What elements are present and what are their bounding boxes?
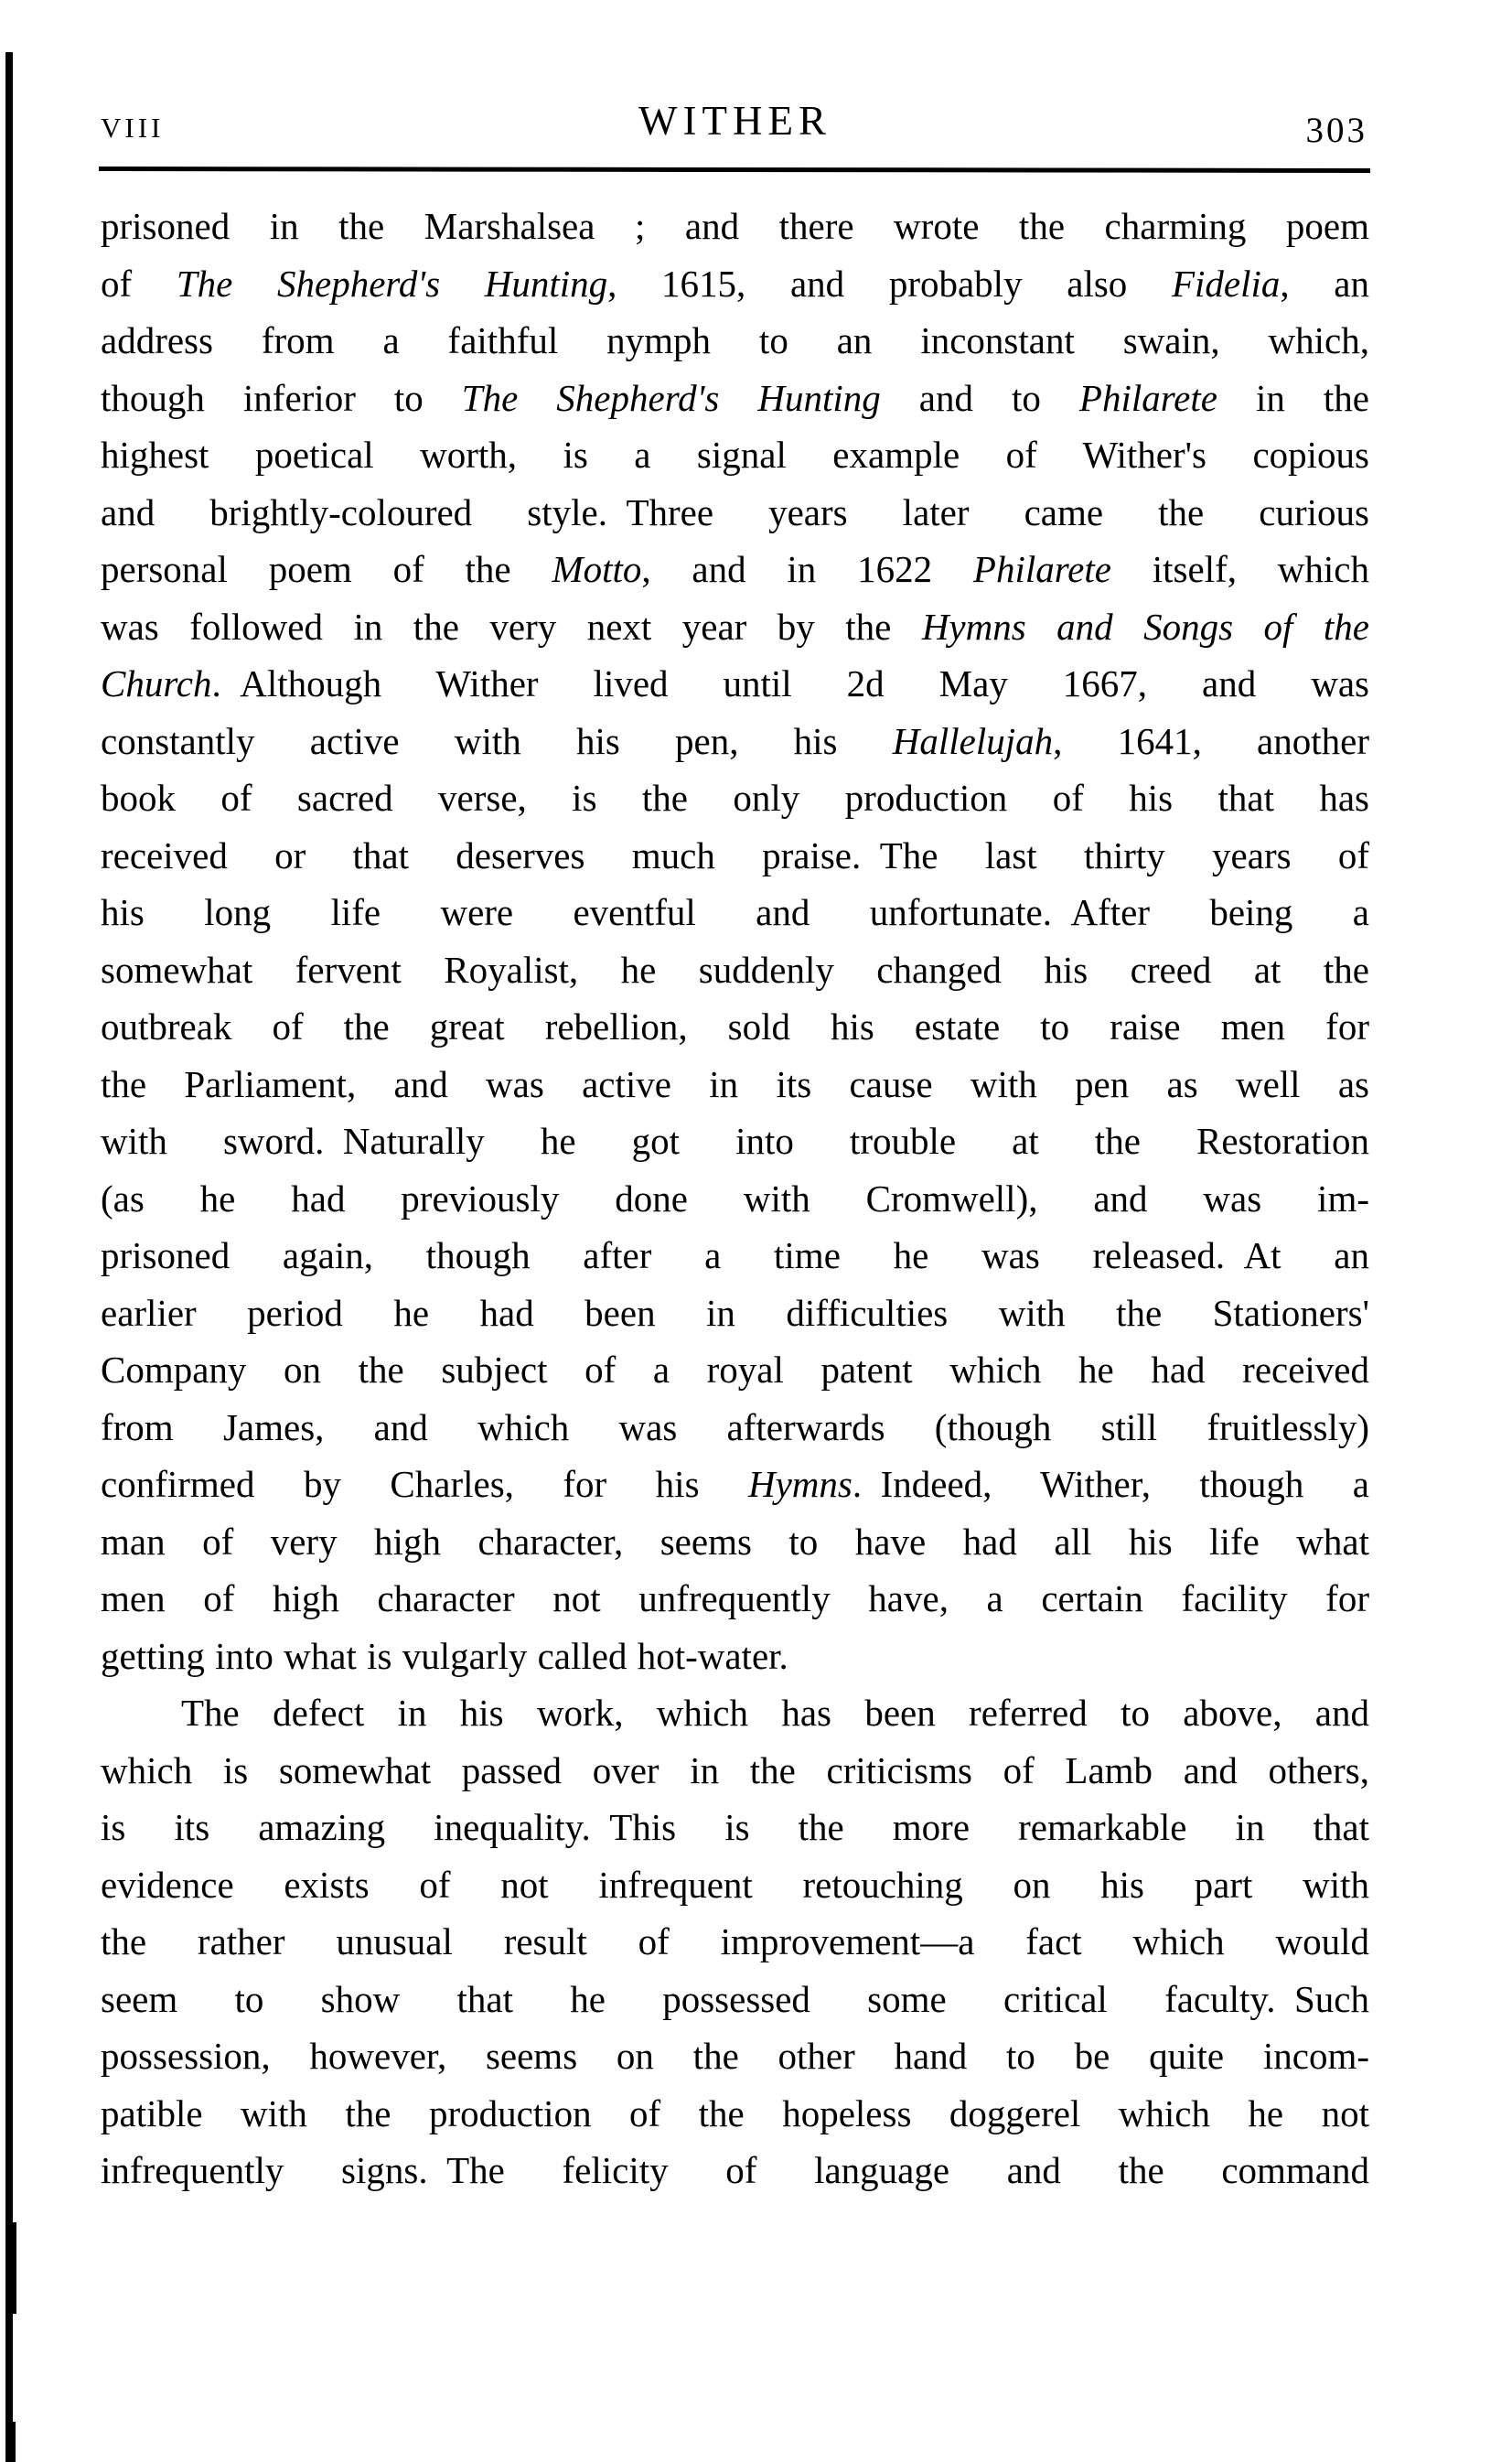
- book-title-italic: Fidelia: [1171, 262, 1281, 305]
- book-title-italic: The Shepherd's Hunting: [461, 376, 881, 419]
- text-line: [101, 1742, 1369, 1800]
- text-run: prisoned in the Marshalsea ; and there wrote the charming poem: [101, 205, 1369, 247]
- text-run: possession, however, seems on the other hand to be quite incom-: [101, 2035, 1369, 2077]
- text-line: [101, 312, 1369, 370]
- text-line: [101, 1056, 1369, 1113]
- text-run: was followed in the very next year by the: [101, 605, 922, 648]
- text-run: , and in 1622: [641, 548, 973, 590]
- text-line: [101, 1399, 1369, 1457]
- text-run: . Indeed, Wither, though a: [852, 1463, 1369, 1505]
- book-title-italic: Church: [101, 662, 212, 704]
- text-run: which is somewhat passed over in the criticisms of Lamb and others,: [101, 1748, 1369, 1791]
- text-line: [101, 1684, 1369, 1742]
- text-line: [101, 941, 1369, 999]
- text-line: [101, 198, 1369, 255]
- chapter-number: VIII: [101, 112, 165, 144]
- text-run: constantly active with his pen, his: [101, 719, 893, 762]
- text-line: [101, 2142, 1369, 2199]
- text-line: [101, 1799, 1369, 1856]
- text-run: seem to show that he possessed some critical faculty. Such: [101, 1977, 1369, 2020]
- text-run: , 1641, another: [1053, 719, 1369, 762]
- text-line: [101, 1227, 1369, 1285]
- text-run: patible with the production of the hopeless doggerel which he not: [101, 2091, 1369, 2134]
- scan-gutter-blot: [5, 2422, 16, 2462]
- text-run: the rather unusual result of improvement—a fact which would: [101, 1920, 1369, 1962]
- text-run: though inferior to: [101, 376, 462, 419]
- text-line: [101, 484, 1369, 542]
- text-line: [101, 827, 1369, 885]
- text-line: [101, 884, 1369, 941]
- text-run: itself, which: [1110, 548, 1369, 590]
- page-header: [101, 97, 1369, 161]
- scan-gutter-line: [5, 52, 13, 2462]
- text-run: . Although Wither lived until 2d May 1667, and was: [211, 662, 1369, 704]
- text-line: [101, 1570, 1369, 1628]
- page-text: [101, 198, 1369, 2199]
- book-title-italic: Hymns: [748, 1463, 853, 1505]
- text-run: address from a faithful nymph to an inconstant swain, which,: [101, 319, 1369, 361]
- text-run: book of sacred verse, is the only production of his that has: [101, 777, 1369, 819]
- text-run: his long life were eventful and unfortunate. After being a: [101, 891, 1369, 933]
- page-number: 303: [1305, 111, 1367, 150]
- book-title-italic: Motto: [552, 548, 642, 590]
- text-run: is its amazing inequality. This is the more remarkable in that: [101, 1806, 1369, 1848]
- text-line: [101, 255, 1369, 313]
- text-run: the Parliament, and was active in its cause with pen as well as: [101, 1062, 1369, 1105]
- text-line: [101, 1628, 1369, 1685]
- text-line: [101, 598, 1369, 656]
- text-run: infrequently signs. The felicity of language and the command: [101, 2149, 1369, 2191]
- text-line: [101, 541, 1369, 598]
- text-run: personal poem of the: [101, 548, 552, 590]
- text-run: confirmed by Charles, for his: [101, 1463, 748, 1505]
- text-line: [101, 2027, 1369, 2085]
- text-run: of: [101, 262, 177, 305]
- text-line: [101, 655, 1369, 713]
- text-run: The defect in his work, which has been referred to above, and: [181, 1692, 1369, 1734]
- text-line: [101, 370, 1369, 427]
- text-line: [101, 1170, 1369, 1228]
- text-run: outbreak of the great rebellion, sold his estate to raise men for: [101, 1005, 1369, 1048]
- text-run: , an: [1280, 262, 1370, 305]
- text-line: [101, 1971, 1369, 2028]
- text-run: from James, and which was afterwards (though still fruitlessly): [101, 1405, 1369, 1448]
- text-line: [101, 1913, 1369, 1971]
- text-run: with sword. Naturally he got into trouble at the Restoration: [101, 1120, 1369, 1162]
- text-run: and brightly-coloured style. Three years later came the curious: [101, 490, 1369, 533]
- text-line: [101, 2085, 1369, 2143]
- text-line: [101, 769, 1369, 827]
- text-run: in the: [1217, 376, 1369, 419]
- book-title-italic: The Shepherd's Hunting: [176, 262, 608, 305]
- book-title-italic: Philarete: [972, 548, 1111, 590]
- text-run: and to: [880, 376, 1079, 419]
- text-run: men of high character not unfrequently have, a certain facility for: [101, 1577, 1369, 1619]
- text-line: [101, 1285, 1369, 1342]
- running-title: WITHER: [638, 98, 831, 144]
- book-title-italic: Philarete: [1078, 376, 1217, 419]
- text-line: [101, 426, 1369, 484]
- text-run: received or that deserves much praise. The last thirty years of: [101, 833, 1369, 876]
- scan-gutter-blot: [5, 2222, 16, 2314]
- text-line: [101, 998, 1369, 1056]
- text-run: Company on the subject of a royal patent which he had received: [101, 1349, 1369, 1391]
- text-run: getting into what is vulgarly called hot-water.: [101, 1634, 788, 1677]
- text-line: [101, 1856, 1369, 1914]
- text-line: [101, 1513, 1369, 1571]
- text-run: , 1615, and probably also: [607, 262, 1172, 305]
- text-line: [101, 1456, 1369, 1513]
- text-run: somewhat fervent Royalist, he suddenly changed his creed at the: [101, 948, 1369, 991]
- text-line: [101, 1113, 1369, 1170]
- text-run: (as he had previously done with Cromwell), and was im-: [101, 1177, 1369, 1220]
- text-run: earlier period he had been in difficulties with the Stationers': [101, 1291, 1369, 1334]
- text-line: [101, 713, 1369, 770]
- text-run: evidence exists of not infrequent retouching on his part with: [101, 1863, 1369, 1906]
- text-run: prisoned again, though after a time he was released. At an: [101, 1234, 1369, 1276]
- text-run: highest poetical worth, is a signal example of Wither's copious: [101, 434, 1369, 476]
- text-line: [101, 1341, 1369, 1399]
- text-run: man of very high character, seems to have had all his life what: [101, 1520, 1369, 1563]
- book-title-italic: Hymns and Songs of the: [921, 605, 1370, 648]
- book-title-italic: Hallelujah: [892, 719, 1054, 762]
- header-rule: [99, 167, 1370, 173]
